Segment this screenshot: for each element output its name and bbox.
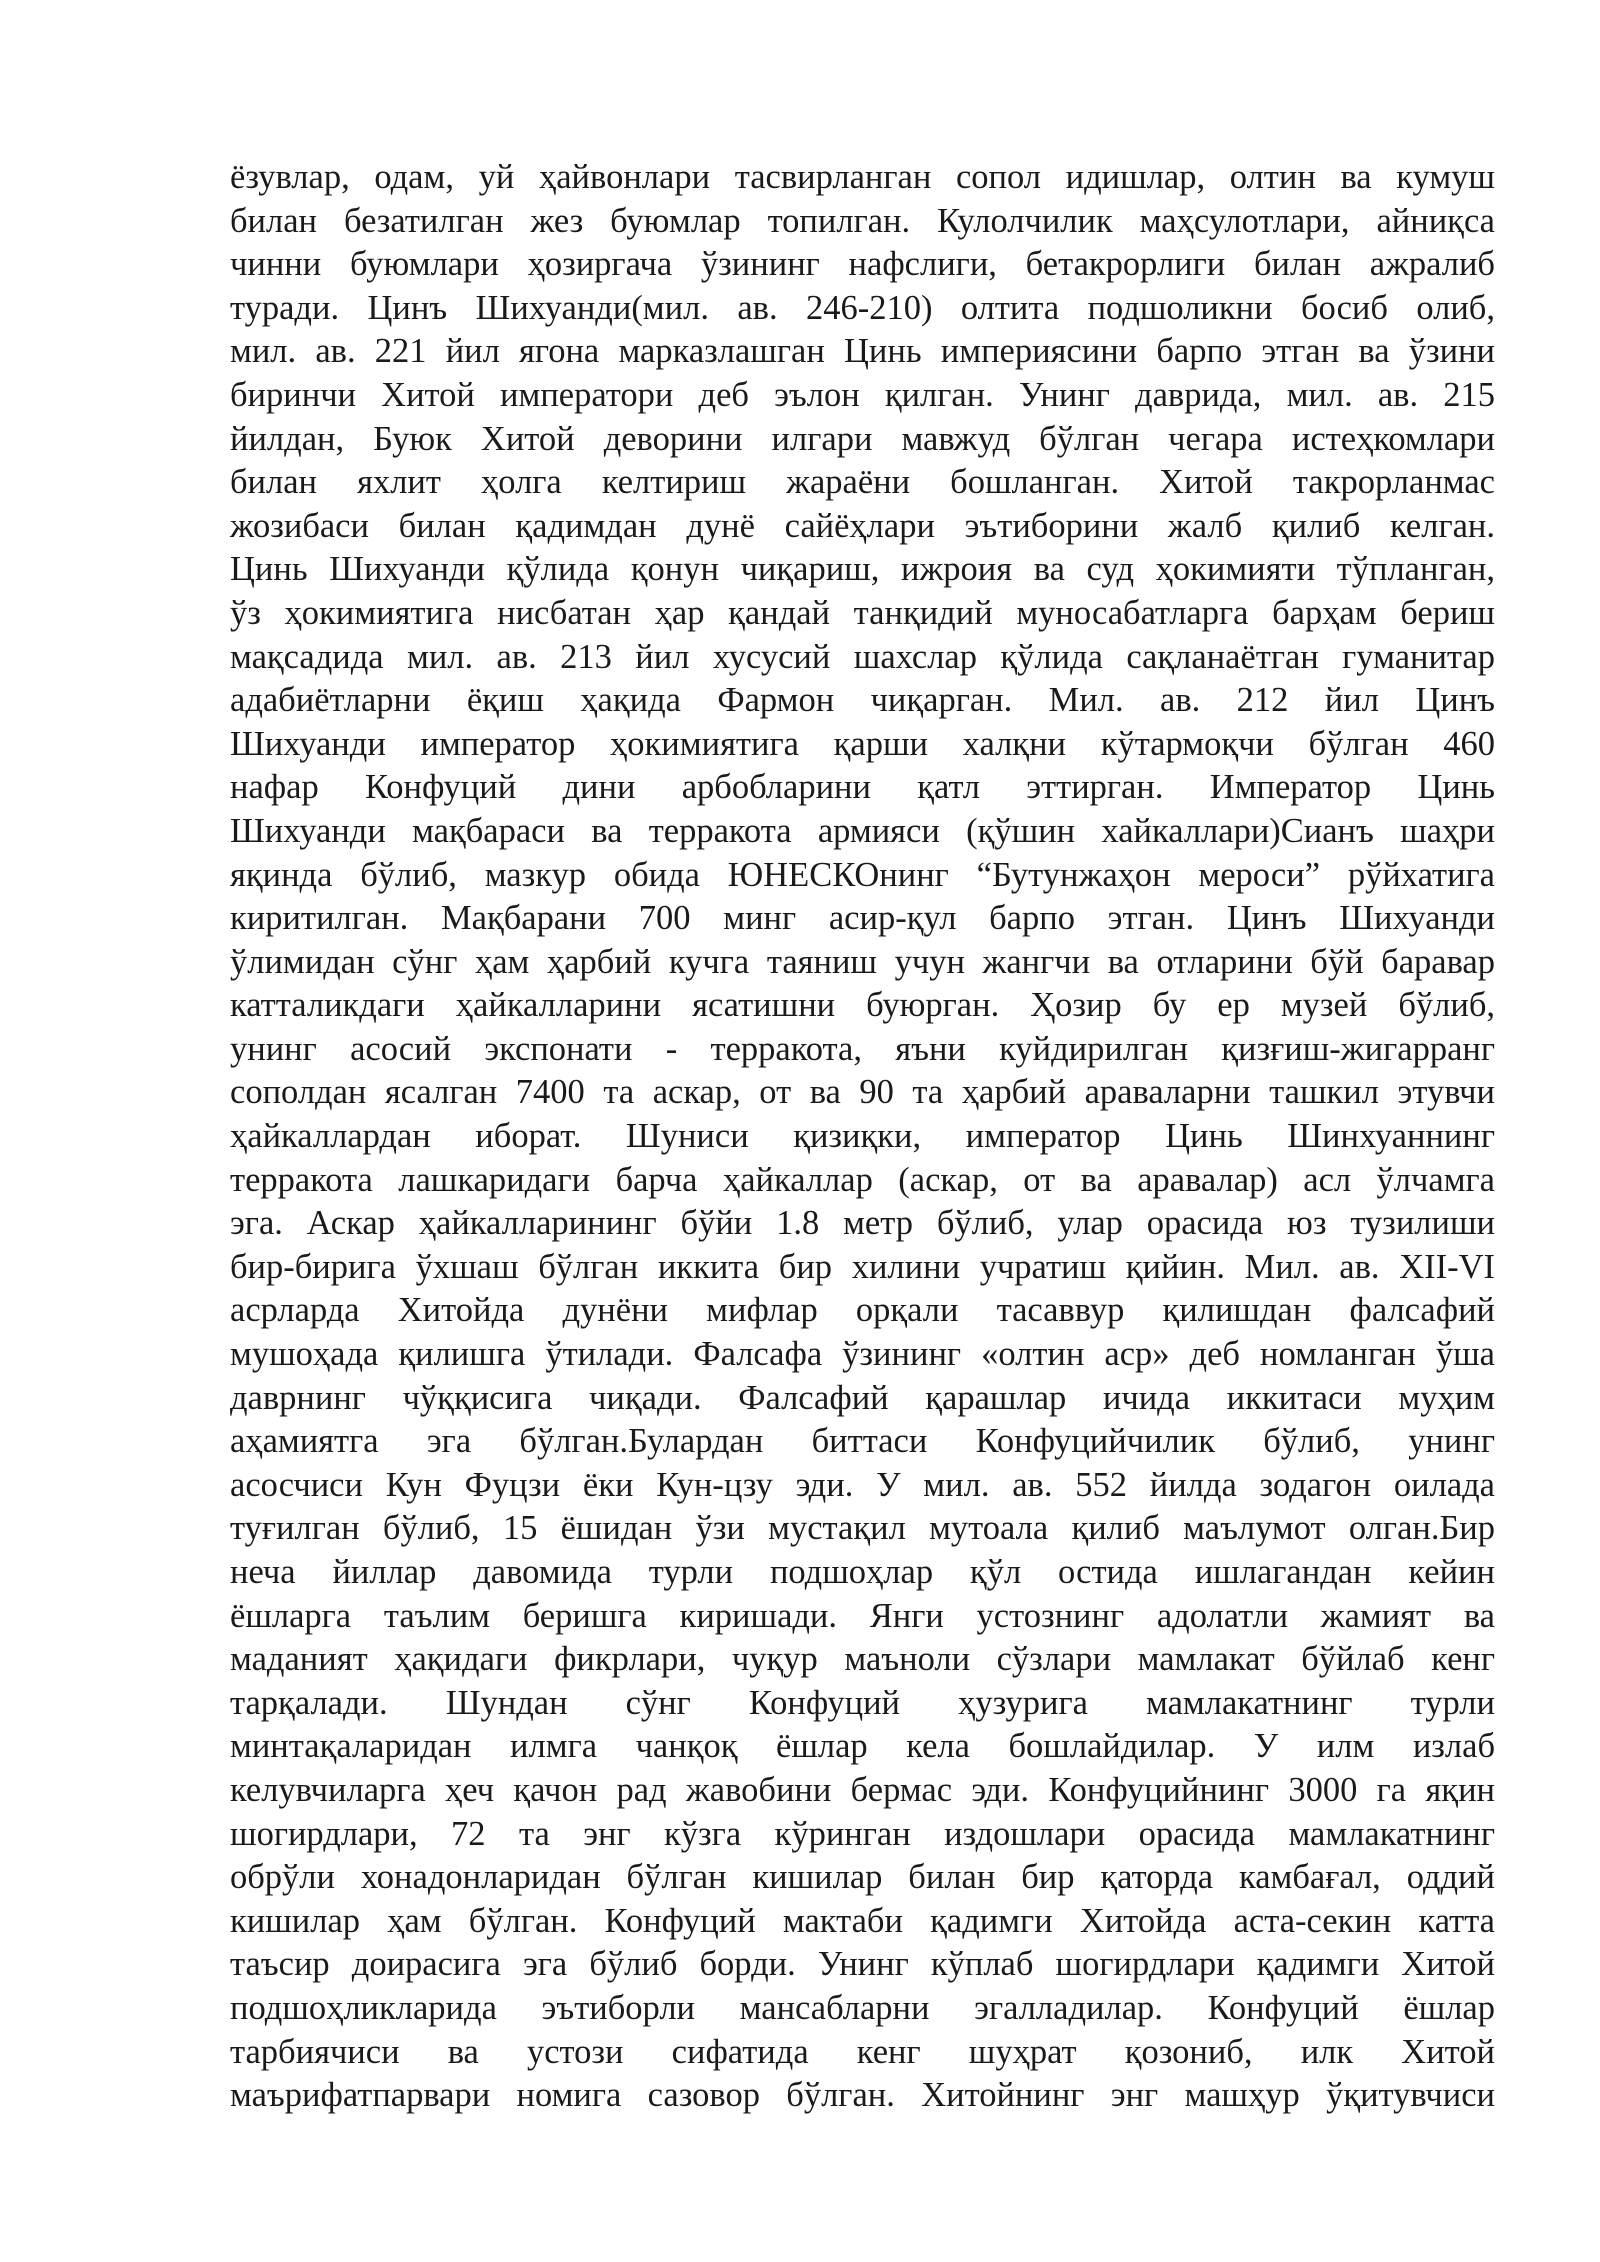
text-line: минтақаларидан илмга чанқоқ ёшлар кела бошлайдилар. У илм излаб	[230, 1727, 1495, 1766]
text-line: нафар Конфуций дини арбобларини қатл эттирган. Император Цинь	[230, 768, 1495, 807]
text-line: тарқалади. Шундан сўнг Конфуций ҳузурига мамлакатнинг турли	[230, 1683, 1495, 1722]
text-line: маданият ҳақидаги фикрлари, чуқур маъноли сўзлари мамлакат бўйлаб кенг	[230, 1640, 1495, 1679]
text-line: биринчи Хитой императори деб эълон қилган. Унинг даврида, мил. ав. 215	[230, 375, 1495, 414]
text-line: бир-бирига ўхшаш бўлган иккита бир хилини учратиш қийин. Мил. ав. XII-VI	[230, 1247, 1495, 1286]
text-line: жозибаси билан қадимдан дунё сайёҳлари эътиборини жалб қилиб келган.	[230, 506, 1495, 545]
text-line: йилдан, Буюк Хитой деворини илгари мавжуд бўлган чегара истеҳкомлари	[230, 419, 1495, 458]
text-line: неча йиллар давомида турли подшоҳлар қўл остида ишлагандан кейин	[230, 1553, 1495, 1591]
text-line: шогирдлари, 72 та энг кўзга кўринган издошлари орасида мамлакатнинг	[230, 1814, 1495, 1853]
text-line: маърифатпарвари номига сазовор бўлган. Хитойнинг энг машҳур ўқитувчиси	[230, 2076, 1495, 2115]
text-line: катталикдаги ҳайкалларини ясатишни буюрган. Ҳозир бу ер музей бўлиб,	[230, 986, 1495, 1025]
text-line: яқинда бўлиб, мазкур обида ЮНЕСКОнинг “Бутунжаҳон мероси” рўйхатига	[230, 855, 1495, 894]
text-line: ҳайкаллардан иборат. Шуниси қизиқки, император Цинь Шинхуаннинг	[230, 1117, 1495, 1156]
text-line: унинг асосий экспонати - терракота, яъни куйдирилган қизғиш-жигарранг	[230, 1029, 1495, 1068]
text-line: кишилар ҳам бўлган. Конфуций мактаби қадимги Хитойда аста-секин катта	[230, 1901, 1495, 1940]
text-line: тарбиячиси ва устози сифатида кенг шуҳрат қозониб, илк Хитой	[230, 2032, 1495, 2071]
text-line: чинни буюмлари ҳозиргача ўзининг нафслиги, бетакрорлиги билан ажралиб	[230, 245, 1495, 284]
text-line: туради. Цинъ Шихуанди(мил. ав. 246-210) олтита подшоликни босиб олиб,	[230, 288, 1495, 327]
text-line: келувчиларга ҳеч қачон рад жавобини бермас эди. Конфуцийнинг 3000 га яқин	[230, 1770, 1495, 1809]
text-line: подшоҳликларида эътиборли мансабларни эгалладилар. Конфуций ёшлар	[230, 1988, 1495, 2027]
body-text	[230, 156, 1495, 2118]
text-line: мақсадида мил. ав. 213 йил хусусий шахслар қўлида сақланаётган гуманитар	[230, 637, 1495, 676]
text-line: сополдан ясалган 7400 та аскар, от ва 90 та ҳарбий араваларни ташкил этувчи	[230, 1073, 1495, 1112]
text-line: ўз ҳокимиятига нисбатан ҳар қандай танқидий муносабатларга барҳам бериш	[230, 593, 1495, 632]
text-line: таъсир доирасига эга бўлиб борди. Унинг кўплаб шогирдлари қадимги Хитой	[230, 1945, 1495, 1984]
text-line: асрларда Хитойда дунёни мифлар орқали тасаввур қилишдан фалсафий	[230, 1291, 1495, 1330]
text-line: киритилган. Мақбарани 700 минг асир-қул барпо этган. Цинъ Шихуанди	[230, 899, 1495, 938]
text-line: мил. ав. 221 йил ягона марказлашган Цинь империясини барпо этган ва ўзини	[230, 332, 1495, 371]
text-line: ёшларга таълим беришга киришади. Янги устознинг адолатли жамият ва	[230, 1596, 1495, 1635]
text-line: ёзувлар, одам, уй ҳайвонлари тасвирланган сопол идишлар, олтин ва кумуш	[230, 158, 1495, 196]
text-line: обрўли хонадонларидан бўлган кишилар билан бир қаторда камбағал, оддий	[230, 1858, 1495, 1897]
text-line: даврнинг чўққисига чиқади. Фалсафий қарашлар ичида иккитаси муҳим	[230, 1378, 1495, 1417]
text-line: билан яхлит ҳолга келтириш жараёни бошланган. Хитой такрорланмас	[230, 463, 1495, 502]
text-line: билан безатилган жез буюмлар топилган. Кулолчилик маҳсулотлари, айниқса	[230, 201, 1495, 240]
text-line: Шихуанди император ҳокимиятига қарши халқни кўтармоқчи бўлган 460	[230, 724, 1495, 763]
text-line: мушоҳада қилишга ўтилади. Фалсафа ўзининг «олтин аср» деб номланган ўша	[230, 1335, 1495, 1374]
text-line: терракота лашкаридаги барча ҳайкаллар (аскар, от ва аравалар) асл ўлчамга	[230, 1160, 1495, 1199]
text-line: туғилган бўлиб, 15 ёшидан ўзи мустақил мутоала қилиб маълумот олган.Бир	[230, 1509, 1495, 1548]
text-line: адабиётларни ёқиш ҳақида Фармон чиқарган. Мил. ав. 212 йил Цинъ	[230, 681, 1495, 720]
text-line: асосчиси Кун Фуцзи ёки Кун-цзу эди. У мил. ав. 552 йилда зодагон оилада	[230, 1465, 1495, 1504]
text-line: Цинь Шихуанди қўлида қонун чиқариш, ижроия ва суд ҳокимияти тўпланган,	[230, 550, 1495, 589]
text-line: аҳамиятга эга бўлган.Булардан биттаси Конфуцийчилик бўлиб, унинг	[230, 1422, 1495, 1461]
text-line: Шихуанди мақбараси ва терракота армияси (қўшин хайкаллари)Сианъ шаҳри	[230, 811, 1495, 850]
text-line: ўлимидан сўнг ҳам ҳарбий кучга таяниш учун жангчи ва отларини бўй баравар	[230, 942, 1495, 981]
text-line: эга. Аскар ҳайкалларининг бўйи 1.8 метр бўлиб, улар орасида юз тузилиши	[230, 1204, 1495, 1243]
